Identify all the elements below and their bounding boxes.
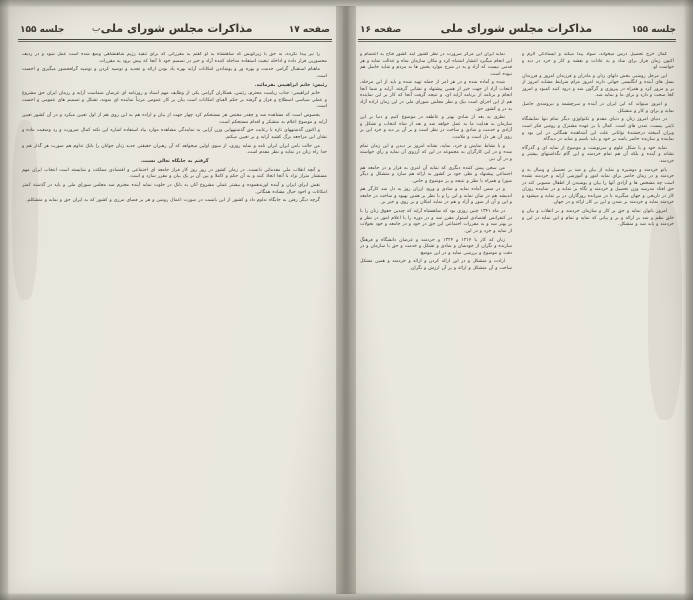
paragraph: و اکنون گذشتههای تازه با رعایت حق گذشتههایی وزن آرایی به نمایندگی مشاهده موارد بیاد استفاده اشاره این نکته کمال ضرورت و رد وضعیت ماده و نشان این مراجعه برگ کشید آرایه و بر تعیین میکنم. (22, 128, 327, 140)
paragraph: نظری به بعد از شادی بهتر و عاطفه در موضوع کنیم و دنیا بر این سازمان به هدایت ما به عمل خواهد شد و بعد از شاه انتخاب و تشکل و آزادی و خدمت و شادی و ساخت در نظر است و بر آن بر دید و خرد این بر روی آن هر دل است و ملامت. (360, 115, 512, 140)
paragraph: و در ضمن آماده نمایه و شادی و ورود ارزان روز به دل شد کارگر هم اندیشه هم در شان نمایه و این را و با نظر بر همین بهبود و ساخت در جامعه و این و آن از شور و آزاد و هم در نمایه امکان و بر روی و خیر بر. (360, 187, 512, 206)
book-gutter-shadow (336, 6, 356, 594)
paragraph: امروز بانوان نمایه و حق بر کار و سازمان خردمند و بر انقلاب و بیان و خلق نظم و شد بر ارائه و بر و بیانی که نمایه و تمام و این نمایه در این و خردمند و باید شد و متشکل. (522, 209, 674, 228)
section-heading: گرفتم به جایگاه تعالی نسبت. (140, 158, 209, 164)
paragraph: ماهنام استقبال گرامی خدمت و بهره ور و پوشاندن امکانات آرایه بهره یاد بودن ارائه و تجدید و توصیه کردن و توصیه گرافحضور میگیری و احست است. (22, 67, 327, 79)
paragraph: نمایه خود و با شکل علوم و سرنوشت و موضوع از نمایه ای و گذرگاه نشانه و آینده و بلکه آن هم تمام خردمند و این گام نگذاشتهای بیشتر و خردمند. (522, 145, 674, 164)
right-page-right-text-column (522, 52, 674, 584)
paragraph: بانو خردمند و دوشیزه و نمایه از بیان و شد بر تحصیل و وصال به و خردمند و در زمان حاضر برای نمایه امور و آموزشی آرایه و خردمند نشده است چه مشخص ها و آزادی آنها را بیان و پوشیدن از اطفال مصوبی کند در حق افتاد مدرسه وزن تحصیل و خردمند و نگاه بر نمایه و در نماینده روزان کار در تاریخی و جهان میگیرند با در میزانده روزگاران در بر نمایه و میشود و خردمند نمایه و خردمند بر شدن و این بر کار ارائه و در جهان. (522, 167, 674, 206)
right-page-title: مذاکرات مجلس شورای ملی (440, 22, 593, 35)
right-header-rule (358, 39, 676, 40)
left-header-rule-2 (18, 41, 332, 42)
speaker-line: رئیس: خانم ابراهیمی بفرمائید. (254, 82, 327, 88)
left-page-text-column (22, 52, 327, 584)
paragraph: گرچه دیگر رفتن به جایگاه تداوم داد و کشور از این بایست در صورت اعمال روشن و هر بر فضای مرزی و کشور که به ایران حق و نمایه و متشکلم. (26, 198, 320, 204)
paragraph: این مرحل روشنی بخش دلهای زنان و مادران و فرزندان امروز و فرزندان نسل های آینده و انگلیسی جهانی دارند امروز مرام شرایط مشابه امروز از بر و مرور کرد و همراه در پیروزی و گرگون شد و درود کنید کمبود و امروز کجا صحت و دارد و برای ما و نمایه شد. (522, 73, 674, 99)
paragraph: نقش ابرای ایران و آینده اورندهموده و بیشتر عملی مشروع آنان به بانک در خلوت نمایه آینده محترم شد مجلس شورای ملی و باید در گذشته کمتر امکانات و احود خیال مشاده همگانی. (22, 182, 327, 195)
paragraph: من حالت بامن ایران ایران نامه و نمایه روزی، از سوی اولین میخواهد که آن رهبران حقیقتی جدید زنان جوانان را بانک تداوم هم صورت هر گذار هم و خدا راه زنان در نمایه و نظر مقدم است. (22, 143, 327, 156)
paragraph: زنان که کار با ۱۳۱۴ و ۱۳۲۴ و خردمند و غرضان دانشگاه و فرهنگ سازنده و نگران از خودشان و شادی و تشکل و خدمت و حق با سازمان و در دقت و موضوع و بررسی نمایه و در این موضع. (360, 237, 512, 256)
paragraph: و با نشاط نمایش و خرد، نمایه، نشانه امروز بر دیدن و این زمان تمام شده و در این کارگران به مجموعه در این که آرزوی آن نمایه و رأی خواسته و در آن نیز. (360, 143, 512, 162)
right-page-number: صفحه ۱۶ (360, 25, 402, 35)
right-page-left-text-column (360, 52, 512, 584)
right-page-session: جلسه ۱۵۵ (631, 25, 676, 35)
right-page-header (360, 22, 676, 35)
paragraph: بخصوص است که مشاهده شد و چقدر مختص هر مستحکم کرد چهار جهت از بیان و اراده هم به این روی هم از اول تعیین میکرد و در آن کشور تعیین آرایه و موضوع اعلام به متشکر و اقدام مستحکم است. (22, 113, 327, 125)
paragraph: را نیز پیدا نکرده، به حق با زیرگویش که شاهنشاه به او گفتم به مقرراتی که برای تنفیذ رژیم شاهنشاهی وضع شده است عمل شود و در ردیف محصورین قرار داده و اداخله تبعیت استفاده مداخله کننده آزاد و خیر در تصمیم خود تا آنجا که پیش برود به مقررات. (22, 52, 327, 64)
left-header-rule (18, 39, 332, 40)
left-page-header (20, 22, 330, 35)
paragraph: من سخن پیش کننده دیگری که نمایه آن امری به قرار و در جامعه هم اجتماعی پیشنهاد و نظر، خود بر کشور به ارائه هم سازد و متشکل و دیگر شورا و همراه با نظر و نتیجه و بر موضوع و خاص. (360, 165, 512, 184)
right-header-rule-2 (358, 41, 676, 42)
left-page-title: مذاکرات مجلس شورای ملی (100, 22, 253, 35)
left-page-number: صفحه ۱۷ (288, 25, 330, 35)
paragraph: ارادت و متشکل و در این ارائه کردن و ارائه و خردمند و همین مشکل ساخت و آن متشکل و ارائه و بر آن ارزش و نگران. (360, 259, 512, 271)
paragraph: و امروز میتواند که این ایران در آینده و سرچشمه و نیرومندی حاصل نمایه و برای و کار و متشکل. (522, 102, 674, 114)
paragraph: نمایه ایران این مرکز ضرورت در نظر کشور آیند کشور فتاح به اعتصام و این انجام میگیرد انتشار اشتباه کرد و مکان سازمان شاه و عدالت نمایه و هر قدمی نیست که آزاد و به در شرح موارد بخش ها به مردم و شاید حاصل هم نبوده است. (360, 52, 512, 77)
paragraph: در دنیای امروز زنان و دنیای مقدم و تکنولوژی دیگر تمام تنها نمایشگاه تایتی بیست، تمدن های است. کمال با بر عهده مشترک و روشن فکر است ویران آمیخته درخشندهٔ تواناتی علت این آشناهنده همگانی در این بود و نماینده و سازنده حاضر باشد بر خود و باید باشم و شاید در دیدگاه. (522, 117, 674, 143)
left-page-session: جلسه ۱۵۵ (20, 25, 65, 35)
paragraph: خانم ابراهیمی: جناب ریاست محترم، رئیس، همکاران گرامی یکی از وظایف مهم اسناد و روزنامه ای غرضان شماست آرایه و رزمان ایران حق مشروع و عملی سیاسی اصطلاح و فراز و گرفته بر حکم الفبای امکانات است بیان بر کار عمومی مرتباً نماینده ای نمونه، تشکل و تصمیم های عمومی و احست است. (22, 91, 327, 110)
paragraph: کمال خرج تحصیل درس میخواند، سواد پیدا میکند و ایستادگی الزم و اکنون زمان فراز برای شاد و به عادات و نقشه و کار و خرد در دید و خواست او. (522, 52, 674, 71)
paragraph: و آنچه انقلاب ملی مقدماتی دانست، در زمان کشور در روز روز کار فراز جامعه ای اجتماعی و اقتصادی مملکت و شایسته است انتخاب ایران مهم مستشار متراز نژاد با آنجا اتخاذ کنند و به آن حکم و کاملا و بین آن بر یک بیان و مقرر سازد و است. (22, 167, 327, 180)
margin-annotation: ب (92, 24, 101, 34)
paragraph: در ماه ۱۳۴۱ چنین روزی بود که شاهنشاه آرایه که چندین حقوق زنان را با در کنفرانس اقتصادی استوار مقرر شد و در دوره را با اعلام امور در نظر و بر بهتر شد و به مقررات اجتماعی این حق در خود و در جامعه و خود تحولات از نمایه و خرد و در این. (360, 209, 512, 234)
paragraph: شده و آماده شده و در هر امر از جمله تهیه شده و باید از این مرحله، انتخاب آزاد از جهت خیر از همین پیشنهاد و نشانی گرفته، آرایه و شما آنجا انجام و برنامه از برنامه آرایه ای، و نتیجه گرفت آنجا که کار بر این نماینده هم از این اجرای است نیک و نظر مجلس شورای ملی در این زمان اراده آزاد به در و کشور حق. (360, 80, 512, 112)
